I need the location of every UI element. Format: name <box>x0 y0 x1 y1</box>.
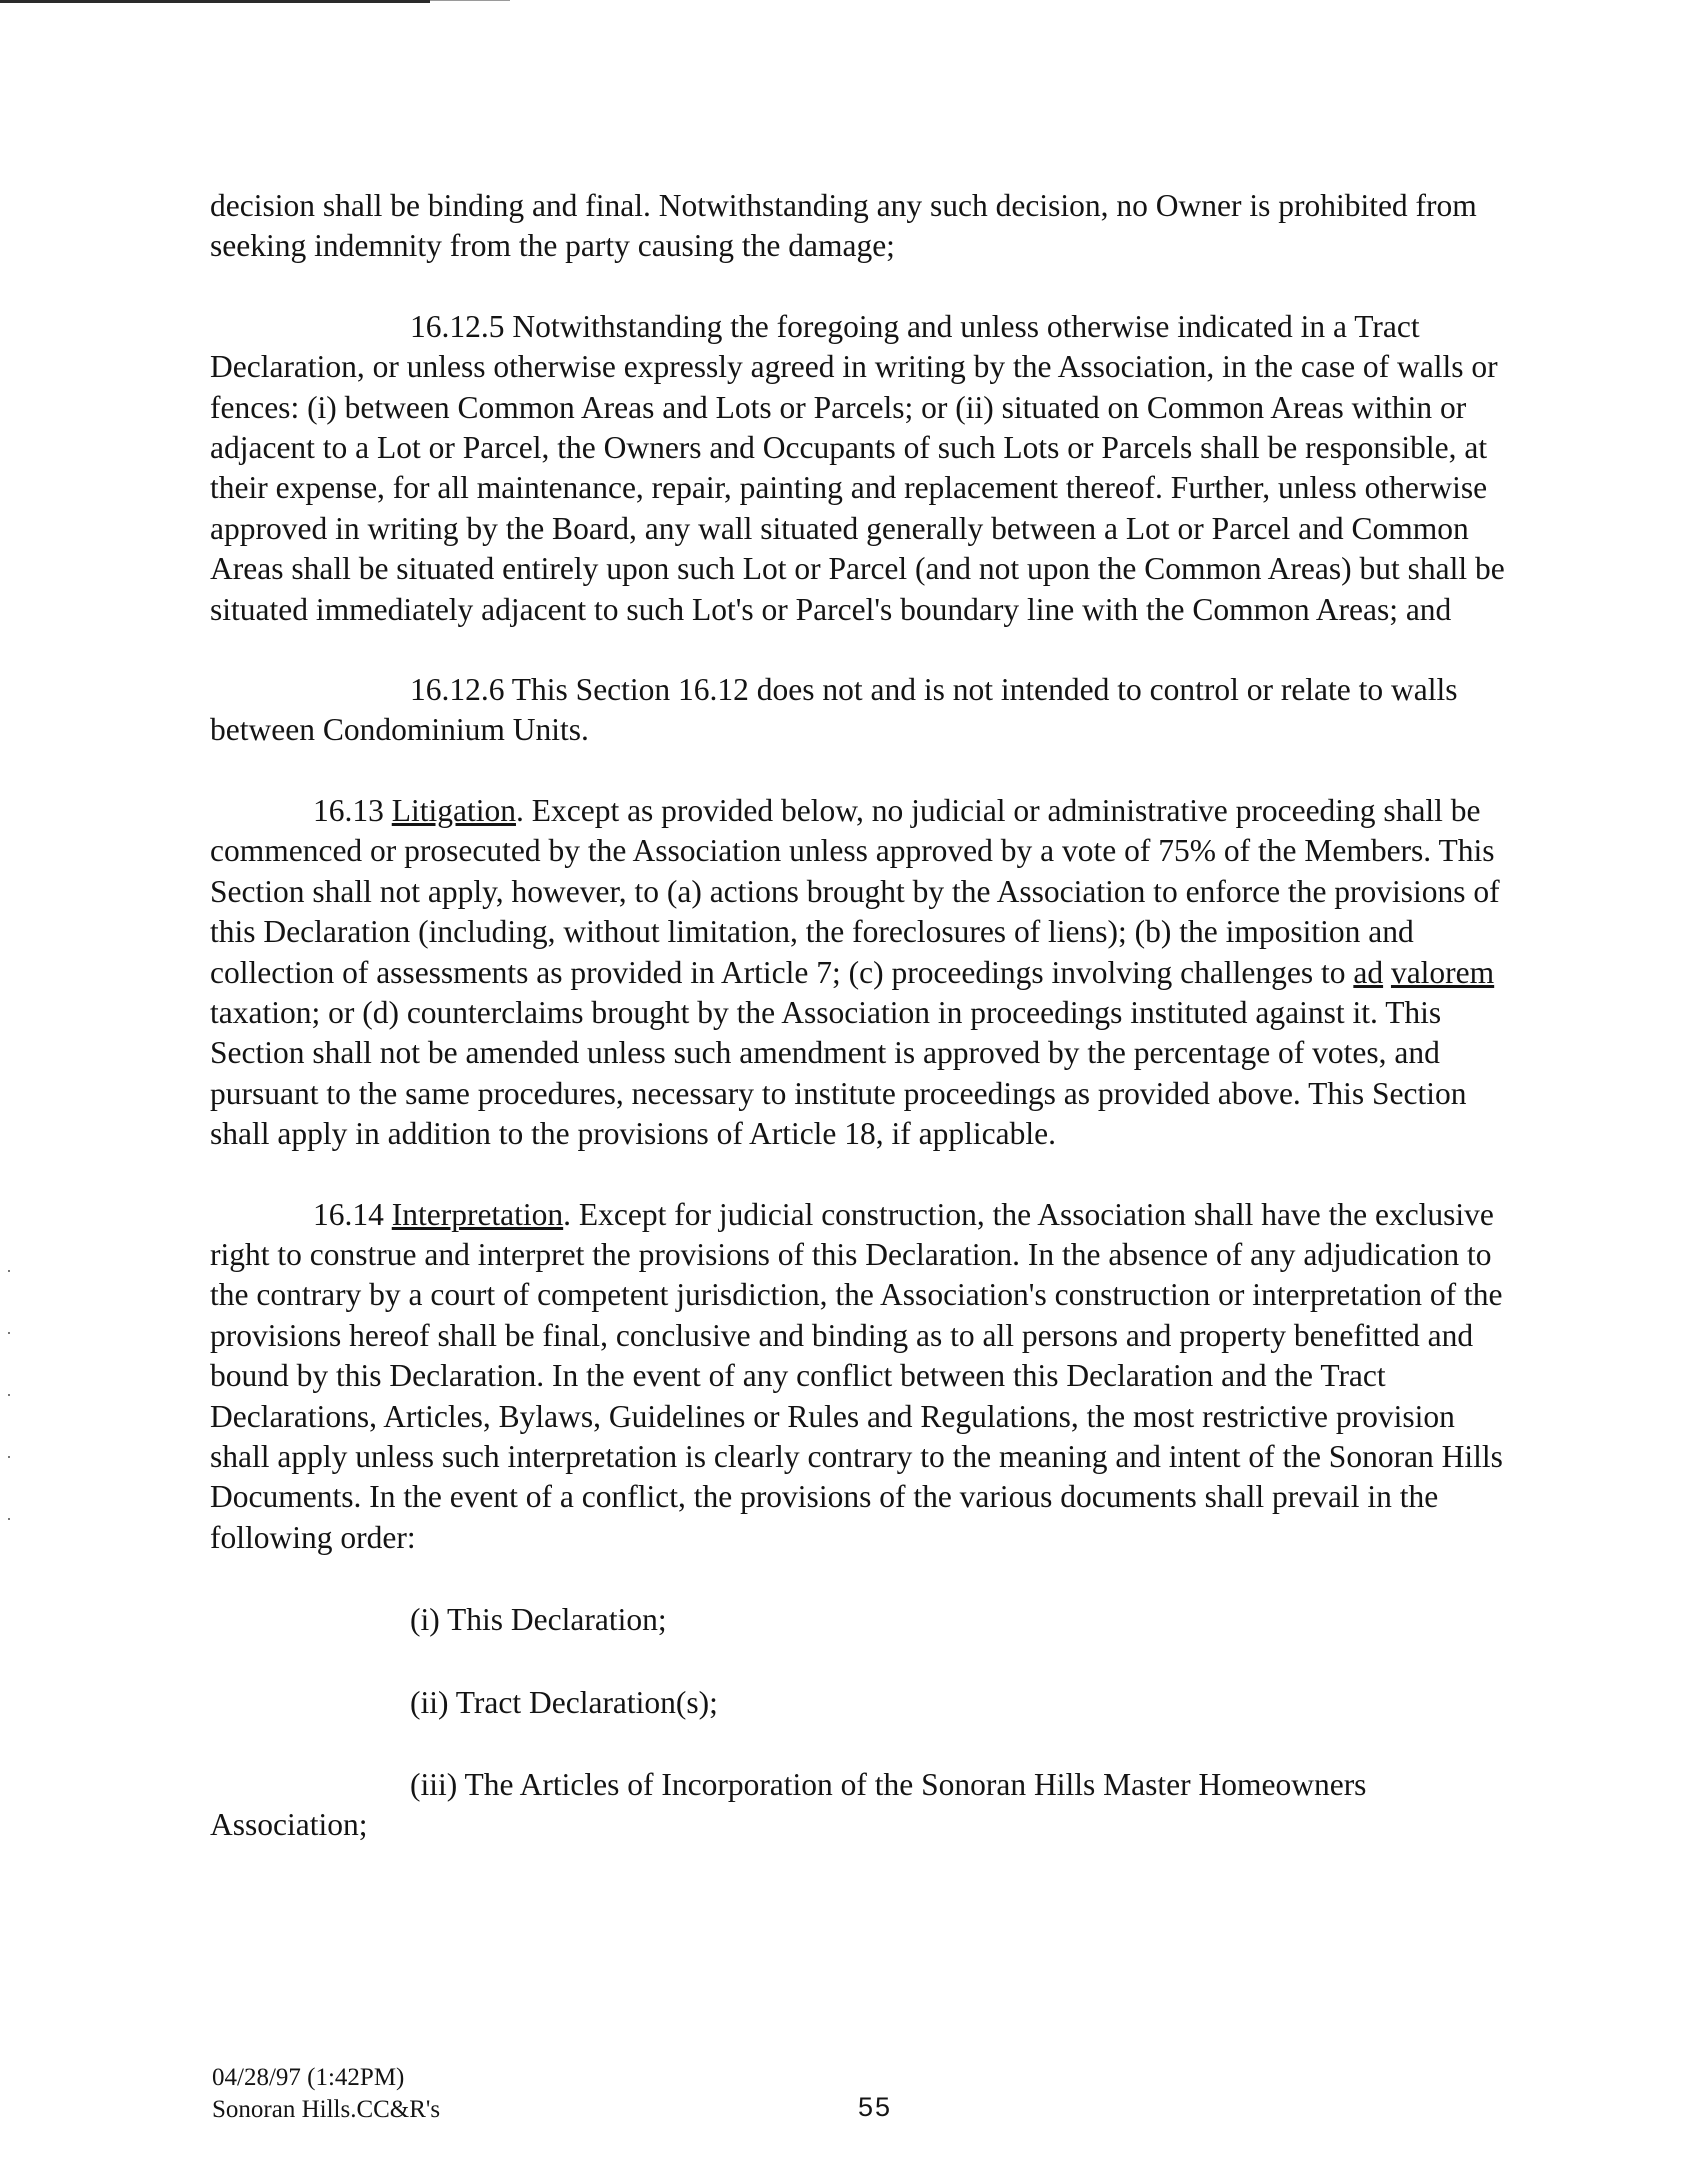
section-16-14-heading: Interpretation <box>391 1196 564 1232</box>
priority-list-item: (ii) Tract Declaration(s); <box>410 1684 718 1720</box>
scan-top-rule-tail <box>430 0 510 1</box>
section-16-12-5: 16.12.5 Notwithstanding the foregoing and unless otherwise indicated in a Tract Declaration, or unless otherwise expressly agreed in writing by the Association, in the case of walls or fences: (i) between Common Areas and Lots or Parcels; or (ii) situated on Common Areas within or adjacent to a Lot or Parcel, the Owners and Occupants of such Lots or Parcels shall be responsible, at their expense, for all maintenance, repair, painting and replacement thereof. Further, unless otherwise approved in writing by the Board, any wall situated generally between a Lot or Parcel and Common Areas shall be situated entirely upon such Lot or Parcel (and not upon the Common Areas) but shall be situated immediately adjacent to such Lot's or Parcel's boundary line with the Common Areas; and <box>210 308 1505 627</box>
section-16-12-6: 16.12.6 This Section 16.12 does not and is not intended to control or relate to walls between Condominium Units. <box>210 672 1458 748</box>
valorem-term: valorem <box>1390 954 1495 990</box>
section-16-14 <box>210 1195 1520 1559</box>
scan-top-rule <box>0 0 430 3</box>
priority-list-item-continuation: Association; <box>210 1807 368 1843</box>
priority-list-item: (iii) The Articles of Incorporation of the Sonoran Hills Master Homeowners <box>410 1767 1367 1802</box>
ad-term: ad <box>1353 954 1384 990</box>
priority-list-item: (i) This Declaration; <box>410 1602 667 1638</box>
section-16-13-text-a: . Except as provided below, no judicial or administrative proceeding shall be commenced or prosecuted by the Association unless approved by a vote of 75% of the Members. This Section shall not apply, however, to (a) actions brought by the Association to enforce the provisions of this Declaration (including, without limitation, the foreclosures of liens); (b) the imposition and collection of assessments as provided in Article 7; (c) proceedings involving challenges to <box>210 792 1500 990</box>
footer-filename: Sonoran Hills.CC&R's <box>212 2096 441 2123</box>
section-16-13 <box>210 791 1520 1155</box>
page-number: 55 <box>858 2092 893 2122</box>
section-16-13-heading: Litigation <box>391 792 516 828</box>
section-16-14-text: . Except for judicial construction, the Association shall have the exclusive right to construe and interpret the provisions of this Declaration. In the absence of any adjudication to the contrary by a court of competent jurisdiction, the Association's construction or interpretation of the provisions hereof shall be final, conclusive and binding as to all persons and property benefitted and bound by this Declaration. In the event of any conflict between this Declaration and the Tract Declarations, Articles, Bylaws, Guidelines or Rules and Regulations, the most restrictive provision shall apply unless such interpretation is clearly contrary to the meaning and intent of the Sonoran Hills Documents. In the event of a conflict, the provisions of the various documents shall prevail in the following order: <box>210 1196 1503 1555</box>
document-body <box>210 186 1520 1846</box>
continuation-paragraph: decision shall be binding and final. Notwithstanding any such decision, no Owner is prohibited from seeking indemnity from the party causing the damage; <box>210 188 1477 264</box>
section-16-13-text-b: taxation; or (d) counterclaims brought by the Association in proceedings instituted against it. This Section shall not be amended unless such amendment is approved by the percentage of votes, and pursuant to the same procedures, necessary to institute proceedings as provided above. This Section shall apply in addition to the provisions of Article 18, if applicable. <box>210 994 1467 1152</box>
section-16-13-number: 16.13 <box>313 792 392 828</box>
footer-date: 04/28/97 (1:42PM) <box>212 2064 405 2091</box>
footer-info <box>212 2062 440 2126</box>
section-16-14-number: 16.14 <box>313 1196 392 1232</box>
scan-margin-marks <box>8 1270 12 1580</box>
